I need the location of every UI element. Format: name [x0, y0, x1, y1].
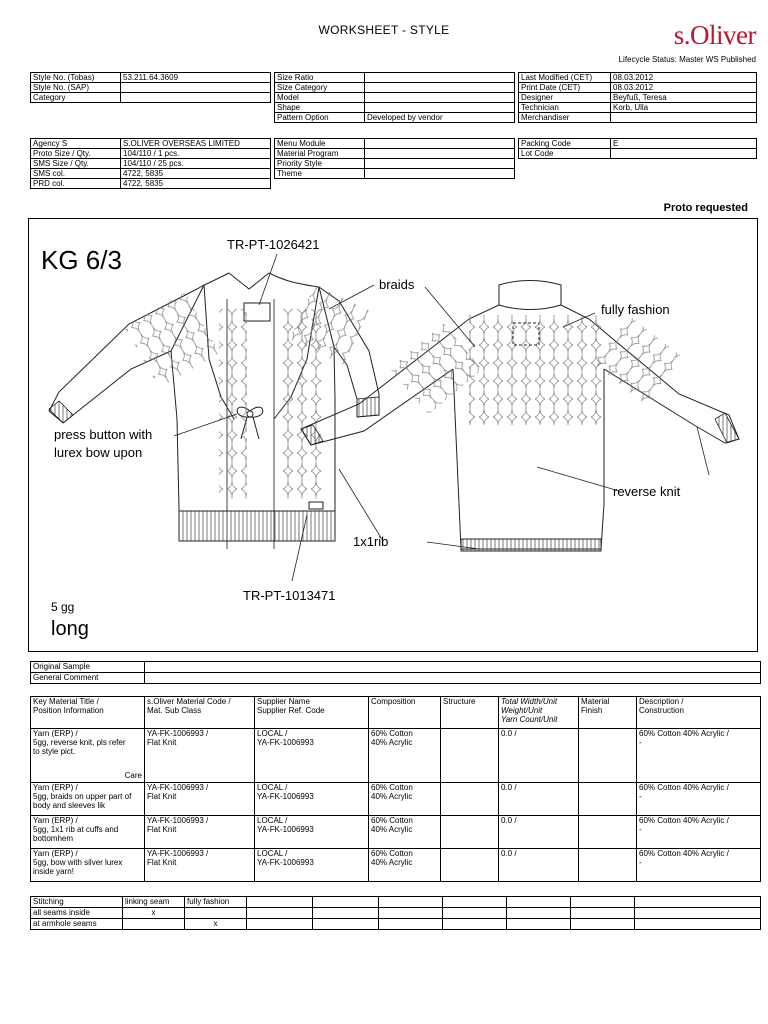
field-value: 4722, 5835 — [121, 169, 271, 179]
lifecycle-status: Lifecycle Status: Master WS Published — [618, 55, 756, 64]
weight: 0.0 / — [499, 849, 579, 882]
field-value: 53.211.64.3609 — [121, 73, 271, 83]
field-value: 104/110 / 25 pcs. — [121, 159, 271, 169]
empty-cell — [507, 908, 571, 919]
supplier: LOCAL / YA-FK-1006993 — [255, 849, 369, 882]
table-row — [519, 83, 757, 93]
braids-label: braids — [379, 277, 415, 292]
empty-cell — [571, 908, 635, 919]
table-row — [275, 139, 515, 149]
trpt-label-top: TR-PT-1026421 — [227, 237, 320, 252]
press-button-label-2: lurex bow upon — [54, 445, 143, 460]
field-label: Merchandiser — [519, 113, 611, 123]
table-row — [31, 83, 271, 93]
table-row — [31, 919, 761, 930]
empty-cell — [379, 908, 443, 919]
field-value — [365, 159, 515, 169]
empty-cell — [247, 919, 313, 930]
field-value: 4722, 5835 — [121, 179, 271, 189]
table-row — [31, 93, 271, 103]
column-header: fully fashion — [185, 897, 247, 908]
field-label: Last Modified (CET) — [519, 73, 611, 83]
press-button-label-1: press button with — [54, 427, 153, 442]
composition: 60% Cotton 40% Acrylic — [369, 849, 441, 882]
field-value — [365, 93, 515, 103]
finish — [579, 849, 637, 882]
supplier: LOCAL / YA-FK-1006993 — [255, 729, 369, 783]
field-value — [121, 93, 271, 103]
empty-cell — [507, 897, 571, 908]
table-header-row — [31, 897, 761, 908]
stitch-mark — [185, 908, 247, 919]
field-value — [145, 662, 761, 673]
table-row — [275, 93, 515, 103]
dates-info-table — [518, 72, 757, 123]
weight: 0.0 / — [499, 816, 579, 849]
empty-cell — [313, 897, 379, 908]
column-header: s.Oliver Material Code / Mat. Sub Class — [145, 697, 255, 729]
empty-cell — [313, 908, 379, 919]
empty-cell — [635, 897, 761, 908]
empty-cell — [443, 897, 507, 908]
page-title: WORKSHEET - STYLE — [318, 23, 450, 37]
empty-cell — [379, 897, 443, 908]
field-value — [365, 73, 515, 83]
description: 60% Cotton 40% Acrylic / - — [637, 729, 761, 783]
empty-cell — [571, 919, 635, 930]
material-title: Yarn (ERP) / 5gg, 1x1 rib at cuffs and bottomhem — [31, 816, 145, 849]
table-row — [275, 169, 515, 179]
column-header: Description / Construction — [637, 697, 761, 729]
field-value: S.OLIVER OVERSEAS LIMITED — [121, 139, 271, 149]
field-label: Model — [275, 93, 365, 103]
field-value — [365, 103, 515, 113]
field-label: Proto Size / Qty. — [31, 149, 121, 159]
description: 60% Cotton 40% Acrylic / - — [637, 783, 761, 816]
field-label: Shape — [275, 103, 365, 113]
field-label: Style No. (Tobas) — [31, 73, 121, 83]
table-row — [31, 849, 761, 882]
finish — [579, 729, 637, 783]
weight: 0.0 / — [499, 783, 579, 816]
field-value: 08.03.2012 — [611, 73, 757, 83]
table-row — [31, 783, 761, 816]
brand-logo: s.Oliver — [673, 20, 756, 50]
style-info-table — [30, 72, 271, 103]
field-value — [611, 149, 757, 159]
material-code: YA-FK-1006993 / Flat Knit — [145, 849, 255, 882]
weight: 0.0 / — [499, 729, 579, 783]
field-value: Beyfuß, Teresa — [611, 93, 757, 103]
table-row — [519, 149, 757, 159]
supplier: LOCAL / YA-FK-1006993 — [255, 816, 369, 849]
sketch-drawing — [29, 219, 759, 653]
fully-fashion-label: fully fashion — [601, 302, 670, 317]
material-code: YA-FK-1006993 / Flat Knit — [145, 816, 255, 849]
empty-cell — [507, 919, 571, 930]
table-row — [31, 816, 761, 849]
empty-cell — [635, 919, 761, 930]
gauge-label: 5 gg — [51, 600, 75, 614]
table-row — [31, 139, 271, 149]
empty-cell — [571, 897, 635, 908]
material-title: Yarn (ERP) / 5gg, bow with silver lurex inside yarn! — [31, 849, 145, 882]
field-label: Style No. (SAP) — [31, 83, 121, 93]
size-info-table — [274, 72, 515, 123]
table-row — [519, 103, 757, 113]
supplier: LOCAL / YA-FK-1006993 — [255, 783, 369, 816]
structure — [441, 783, 499, 816]
packing-info-table — [518, 138, 757, 159]
stitch-label: at armhole seams — [31, 919, 123, 930]
agency-info-table — [30, 138, 271, 189]
material-extra: Care — [124, 771, 142, 780]
table-row — [275, 83, 515, 93]
field-label: Print Date (CET) — [519, 83, 611, 93]
field-value — [365, 139, 515, 149]
field-value — [365, 83, 515, 93]
composition: 60% Cotton 40% Acrylic — [369, 729, 441, 783]
field-label: Size Category — [275, 83, 365, 93]
stitching-table — [30, 896, 761, 930]
field-label: PRD col. — [31, 179, 121, 189]
trpt-label-bottom: TR-PT-1013471 — [243, 588, 336, 603]
field-label: SMS Size / Qty. — [31, 159, 121, 169]
reverse-knit-label: reverse knit — [613, 484, 681, 499]
field-value: E — [611, 139, 757, 149]
table-row — [31, 662, 761, 673]
table-row — [519, 93, 757, 103]
field-label: Size Ratio — [275, 73, 365, 83]
field-label: Material Program — [275, 149, 365, 159]
field-label: Category — [31, 93, 121, 103]
field-label: Pattern Option — [275, 113, 365, 123]
table-row — [275, 149, 515, 159]
field-value: 104/110 / 1 pcs. — [121, 149, 271, 159]
field-label: SMS col. — [31, 169, 121, 179]
composition: 60% Cotton 40% Acrylic — [369, 816, 441, 849]
materials-table — [30, 696, 761, 882]
empty-cell — [379, 919, 443, 930]
table-row — [31, 179, 271, 189]
finish — [579, 783, 637, 816]
table-row — [31, 159, 271, 169]
table-row — [31, 908, 761, 919]
description: 60% Cotton 40% Acrylic / - — [637, 849, 761, 882]
composition: 60% Cotton 40% Acrylic — [369, 783, 441, 816]
field-label: Original Sample — [31, 662, 145, 673]
field-value — [365, 169, 515, 179]
material-title-text: Yarn (ERP) / 5gg, reverse knit, pls refer to style pict. — [33, 729, 126, 756]
field-label: Menu Module — [275, 139, 365, 149]
finish — [579, 816, 637, 849]
stitch-mark — [123, 919, 185, 930]
structure — [441, 729, 499, 783]
table-row — [519, 139, 757, 149]
table-row — [31, 149, 271, 159]
table-row — [31, 73, 271, 83]
rib-label: 1x1rib — [353, 534, 389, 549]
table-row — [519, 113, 757, 123]
table-row — [275, 73, 515, 83]
field-label: Technician — [519, 103, 611, 113]
stitch-mark: x — [185, 919, 247, 930]
field-value — [611, 113, 757, 123]
column-header: Material Finish — [579, 697, 637, 729]
column-header: linking seam — [123, 897, 185, 908]
empty-cell — [247, 897, 313, 908]
material-code: YA-FK-1006993 / Flat Knit — [145, 729, 255, 783]
column-header: Structure — [441, 697, 499, 729]
empty-cell — [635, 908, 761, 919]
field-label: Designer — [519, 93, 611, 103]
garment-sketch — [28, 218, 758, 652]
table-row — [275, 159, 515, 169]
empty-cell — [443, 908, 507, 919]
proto-requested-label: Proto requested — [663, 202, 748, 214]
kg-label: KG 6/3 — [41, 245, 122, 275]
field-value: Korb, Ulla — [611, 103, 757, 113]
field-value — [365, 149, 515, 159]
empty-cell — [443, 919, 507, 930]
stitch-mark: x — [123, 908, 185, 919]
field-value — [121, 83, 271, 93]
field-label: Lot Code — [519, 149, 611, 159]
table-header-row — [31, 697, 761, 729]
column-header: Stitching — [31, 897, 123, 908]
field-label: Priority Style — [275, 159, 365, 169]
table-row — [31, 673, 761, 684]
field-value: Developed by vendor — [365, 113, 515, 123]
table-row — [31, 169, 271, 179]
empty-cell — [313, 919, 379, 930]
structure — [441, 816, 499, 849]
column-header: Supplier Name Supplier Ref. Code — [255, 697, 369, 729]
menu-info-table — [274, 138, 515, 179]
column-header: Key Material Title / Position Information — [31, 697, 145, 729]
table-row — [275, 103, 515, 113]
table-row — [31, 729, 761, 783]
length-label: long — [51, 618, 89, 640]
field-label: Agency S — [31, 139, 121, 149]
material-title — [31, 729, 145, 783]
column-header: Total Width/Unit Weight/Unit Yarn Count/Unit — [499, 697, 579, 729]
stitch-label: all seams inside — [31, 908, 123, 919]
sample-table — [30, 661, 761, 684]
structure — [441, 849, 499, 882]
material-code: YA-FK-1006993 / Flat Knit — [145, 783, 255, 816]
field-label: Theme — [275, 169, 365, 179]
description: 60% Cotton 40% Acrylic / - — [637, 816, 761, 849]
field-value: 08.03.2012 — [611, 83, 757, 93]
column-header: Composition — [369, 697, 441, 729]
material-title: Yarn (ERP) / 5gg, braids on upper part of body and sleeves lik — [31, 783, 145, 816]
field-label: Packing Code — [519, 139, 611, 149]
field-value — [145, 673, 761, 684]
table-row — [519, 73, 757, 83]
table-row — [275, 113, 515, 123]
field-label: General Comment — [31, 673, 145, 684]
empty-cell — [247, 908, 313, 919]
